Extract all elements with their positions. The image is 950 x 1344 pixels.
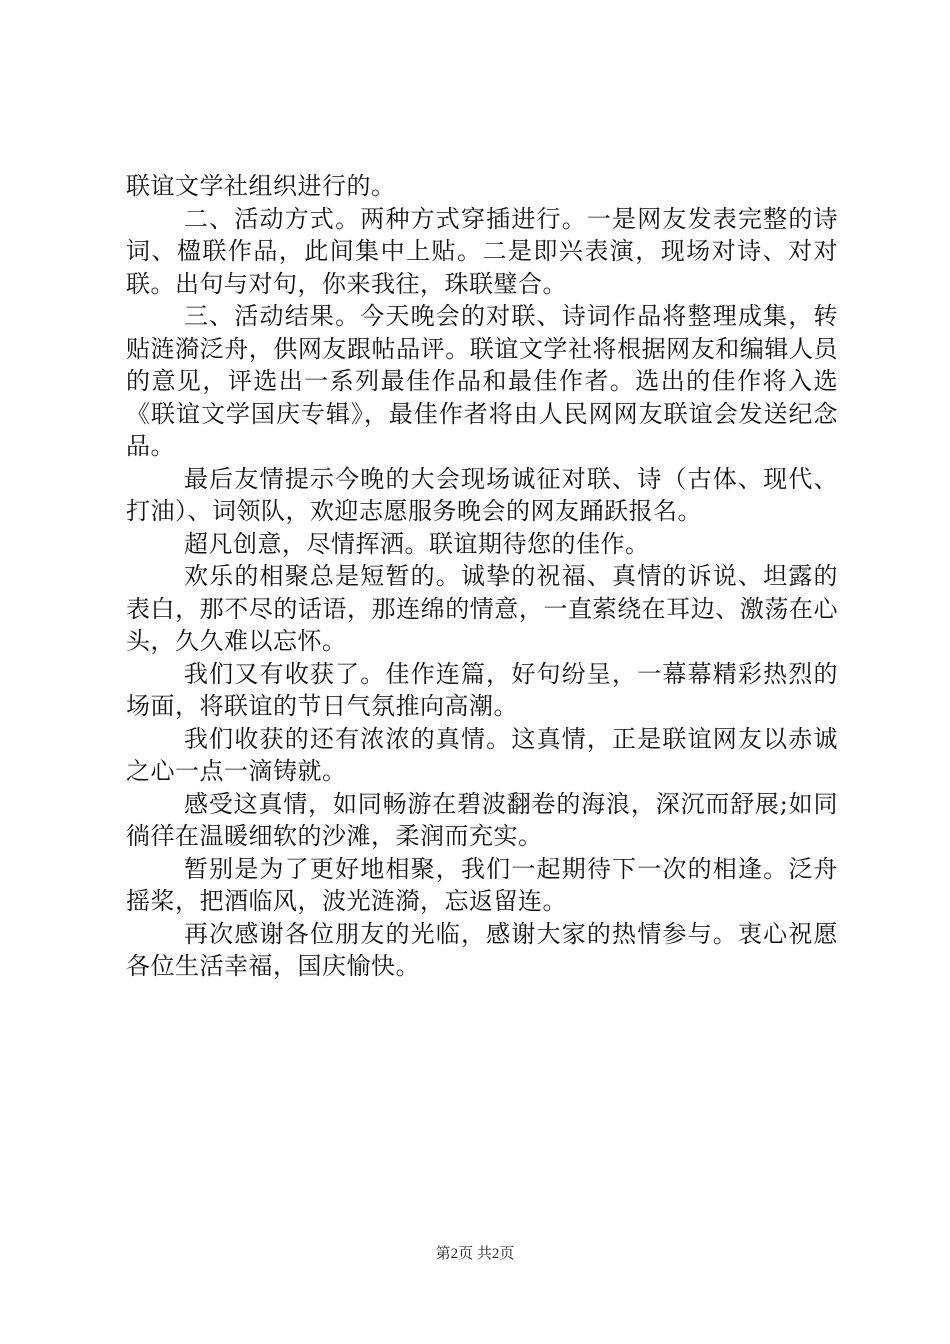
paragraph: 最后友情提示今晚的大会现场诚征对联、诗（古体、现代、打油）、词领队，欢迎志愿服务晚会的网友踊跃报名。: [126, 464, 838, 525]
paragraph: 再次感谢各位朋友的光临，感谢大家的热情参与。衷心祝愿各位生活幸福，国庆愉快。: [126, 919, 838, 980]
paragraph: 欢乐的相聚总是短暂的。诚挚的祝福、真情的诉说、坦露的表白，那不尽的话语，那连绵的情意，一直萦绕在耳边、激荡在心头，久久难以忘怀。: [126, 562, 838, 655]
document-body: [126, 170, 838, 983]
paragraph: 二、活动方式。两种方式穿插进行。一是网友发表完整的诗词、楹联作品，此间集中上贴。二是即兴表演，现场对诗、对对联。出句与对句，你来我往，珠联璧合。: [126, 204, 838, 298]
paragraph: 三、活动结果。今天晚会的对联、诗词作品将整理成集，转贴涟漪泛舟，供网友跟帖品评。联谊文学社将根据网友和编辑人员的意见，评选出一系列最佳作品和最佳作者。选出的佳作将入选《联谊文学国庆专辑》，最佳作者将由人民网网友联谊会发送纪念品。: [126, 302, 838, 460]
paragraph: 联谊文学社组织进行的。: [126, 172, 396, 200]
paragraph: 我们又有收获了。佳作连篇，好句纷呈，一幕幕精彩热烈的场面，将联谊的节日气氛推向高潮。: [126, 659, 838, 720]
paragraph: 超凡创意，尽情挥洒。联谊期待您的佳作。: [184, 529, 650, 558]
paragraph: 感受这真情，如同畅游在碧波翻卷的海浪，深沉而舒展;如同徜徉在温暖细软的沙滩，柔润而充实。: [126, 789, 838, 850]
page-number-footer: 第2页 共2页: [435, 1246, 515, 1262]
paragraph: 暂别是为了更好地相聚，我们一起期待下一次的相逢。泛舟摇桨，把酒临风，波光涟漪，忘返留连。: [126, 854, 838, 915]
paragraph: 我们收获的还有浓浓的真情。这真情，正是联谊网友以赤诚之心一点一滴铸就。: [126, 724, 838, 785]
